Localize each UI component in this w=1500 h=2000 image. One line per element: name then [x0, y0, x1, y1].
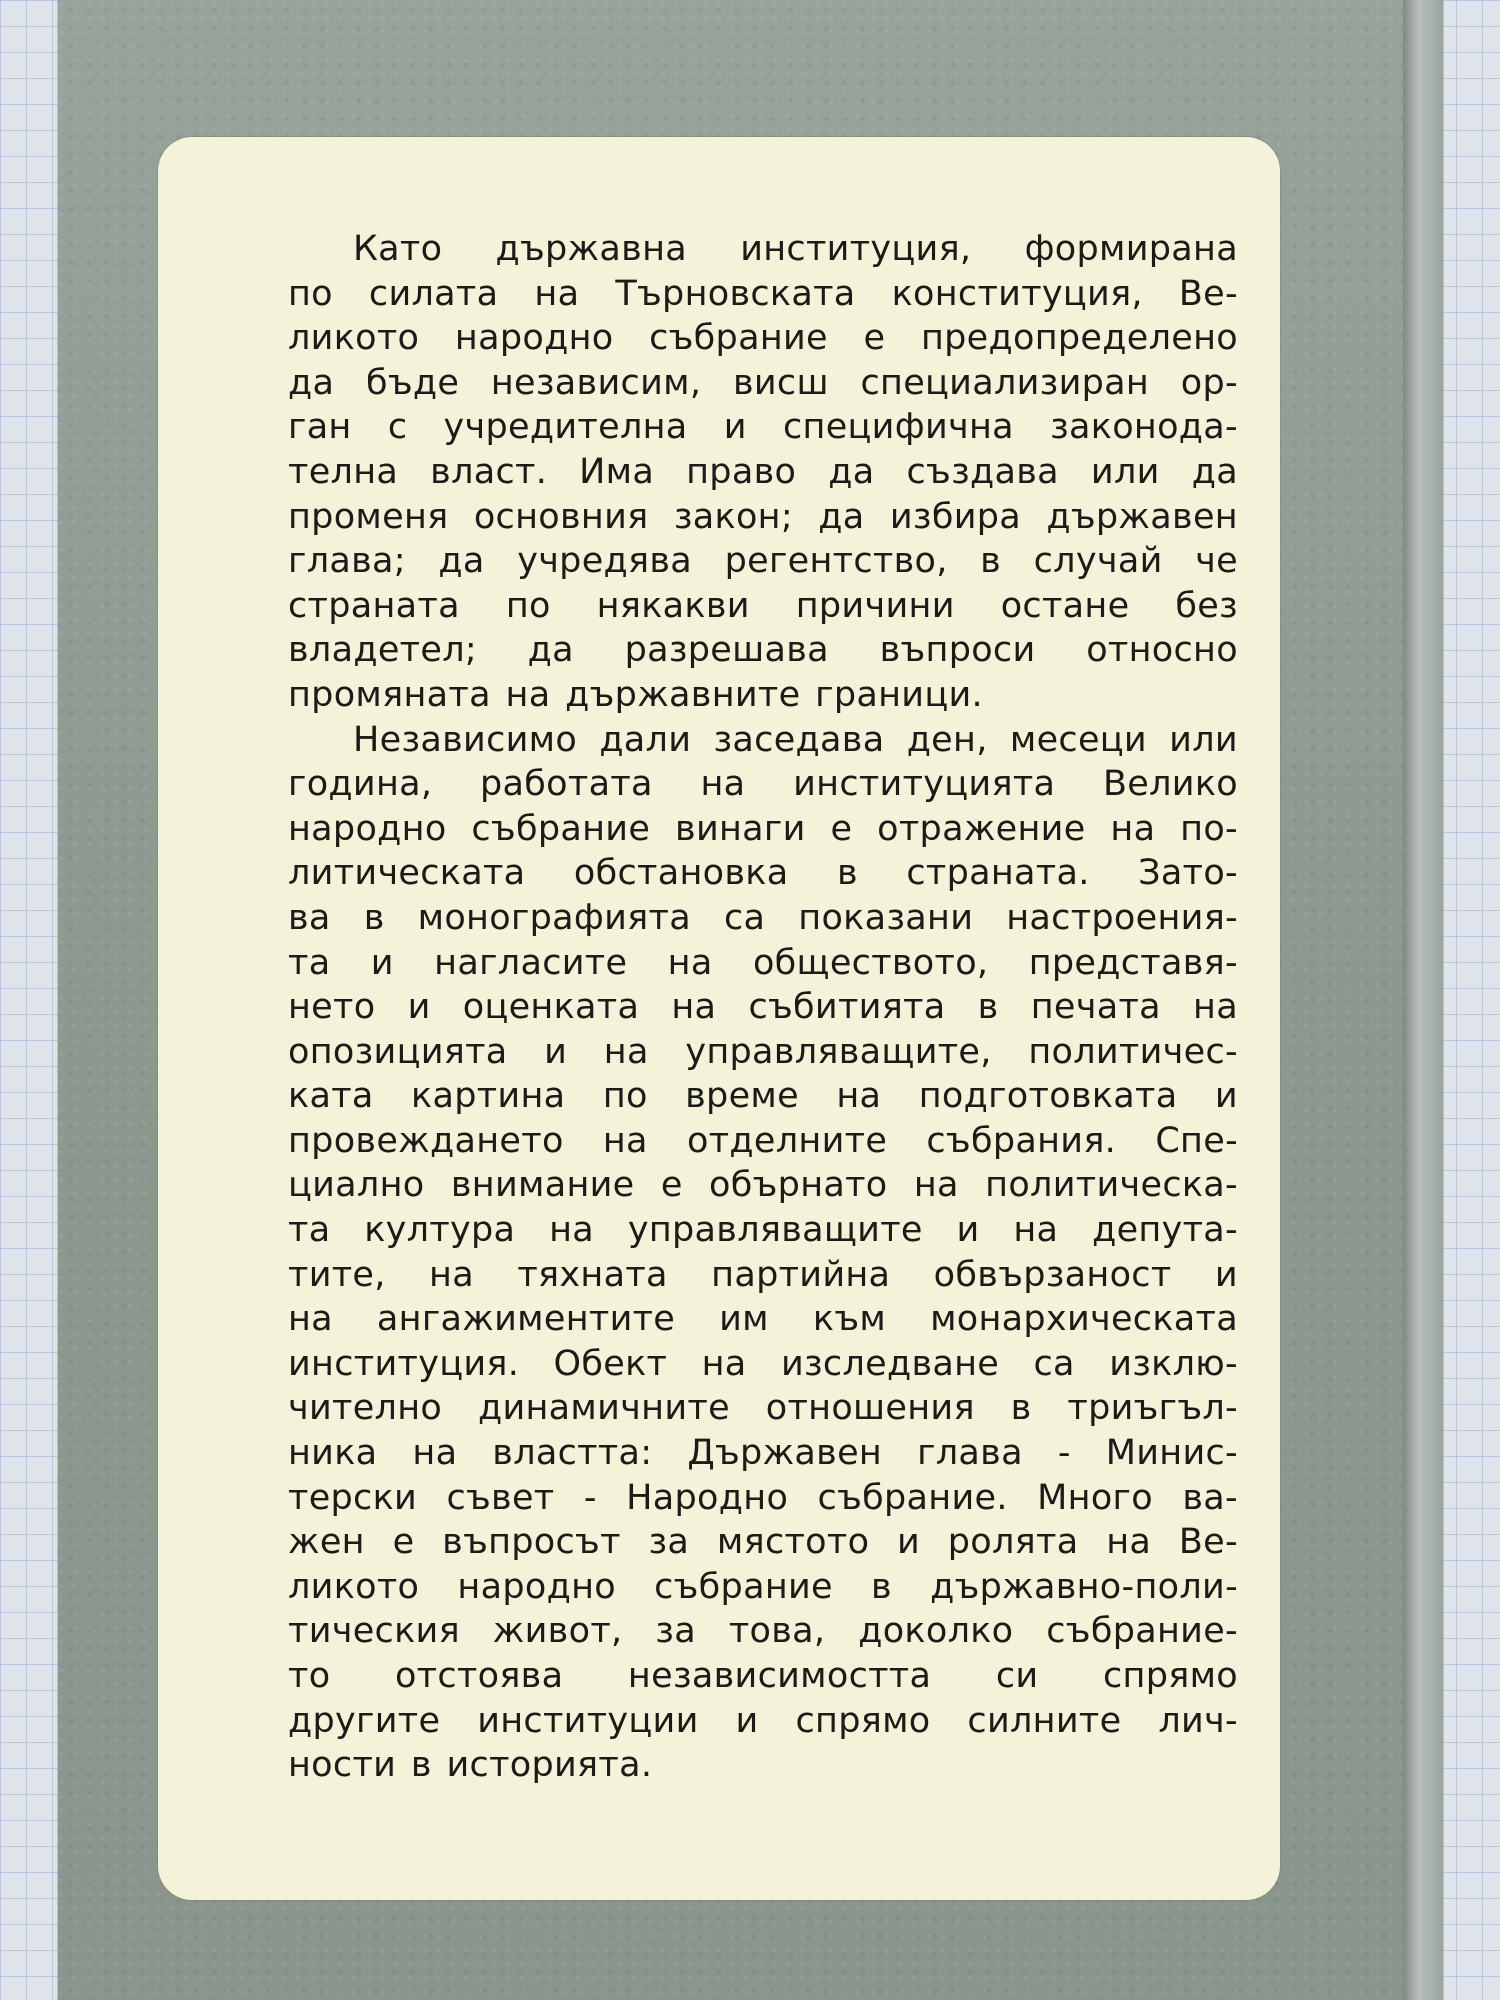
blurb-panel [158, 137, 1280, 1900]
text-line: тите, на тяхната партийна обвързаност и [288, 1254, 1238, 1295]
text-line: Като държавна институция, формирана [353, 229, 1238, 269]
text-line: Независимо дали заседава ден, месеци или [353, 719, 1238, 760]
text-line: ника на властта: Държавен глава - Минис- [288, 1433, 1238, 1474]
text-line: терски съвет - Народно събрание. Много ва- [288, 1477, 1238, 1518]
text-line: ности в историята. [288, 1745, 653, 1786]
text-line: жен е въпросът за мястото и ролята на Ве- [288, 1522, 1238, 1563]
text-line: ката картина по време на подготовката и [288, 1076, 1238, 1117]
text-line: провеждането на отделните събрания. Спе- [288, 1120, 1238, 1161]
text-line: ликото народно събрание е предопределено [288, 318, 1238, 359]
text-line: страната по някакви причини остане без [288, 585, 1238, 626]
text-line: чително динамичните отношения в триъгъл- [288, 1388, 1238, 1429]
text-line: другите институции и спрямо силните лич- [288, 1700, 1238, 1741]
text-line: владетел; да разрешава въпроси относно [288, 630, 1238, 671]
text-line: литическата обстановка в страната. Зато- [288, 853, 1238, 894]
text-line: на ангажиментите им към монархическата [288, 1299, 1238, 1340]
text-line: опозицията и на управляващите, политичес- [288, 1031, 1238, 1072]
text-line: та култура на управляващите и на депута- [288, 1210, 1238, 1251]
text-line: ган с учредителна и специфична законода- [288, 407, 1238, 448]
text-line: промяната на държавните граници. [288, 674, 983, 715]
text-line: нето и оценката на събитията в печата на [288, 987, 1238, 1028]
text-line: циално внимание е обърнато на политическа- [288, 1165, 1238, 1206]
text-line: тическия живот, за това, доколко събрание- [288, 1611, 1238, 1652]
text-line: година, работата на институцията Велико [288, 764, 1238, 805]
text-line: ликото народно събрание в държавно-поли- [288, 1566, 1238, 1607]
text-line: телна власт. Има право да създава или да [288, 451, 1238, 492]
text-line: да бъде независим, висш специализиран ор- [288, 362, 1238, 403]
text-line: та и нагласите на обществото, представя- [288, 942, 1238, 983]
text-line: ва в монографията са показани настроения- [288, 897, 1238, 938]
text-line: променя основния закон; да избира държавен [288, 496, 1238, 537]
text-line: глава; да учредява регентство, в случай че [288, 541, 1238, 582]
text-line: по силата на Търновската конституция, Ве- [288, 273, 1238, 314]
book-page-edge [1403, 0, 1443, 2000]
blurb-text [288, 227, 1238, 1788]
text-line: то отстоява независимостта си спрямо [288, 1656, 1238, 1696]
text-line: народно събрание винаги е отражение на по- [288, 808, 1238, 849]
text-line: институция. Обект на изследване са изклю- [288, 1343, 1238, 1384]
